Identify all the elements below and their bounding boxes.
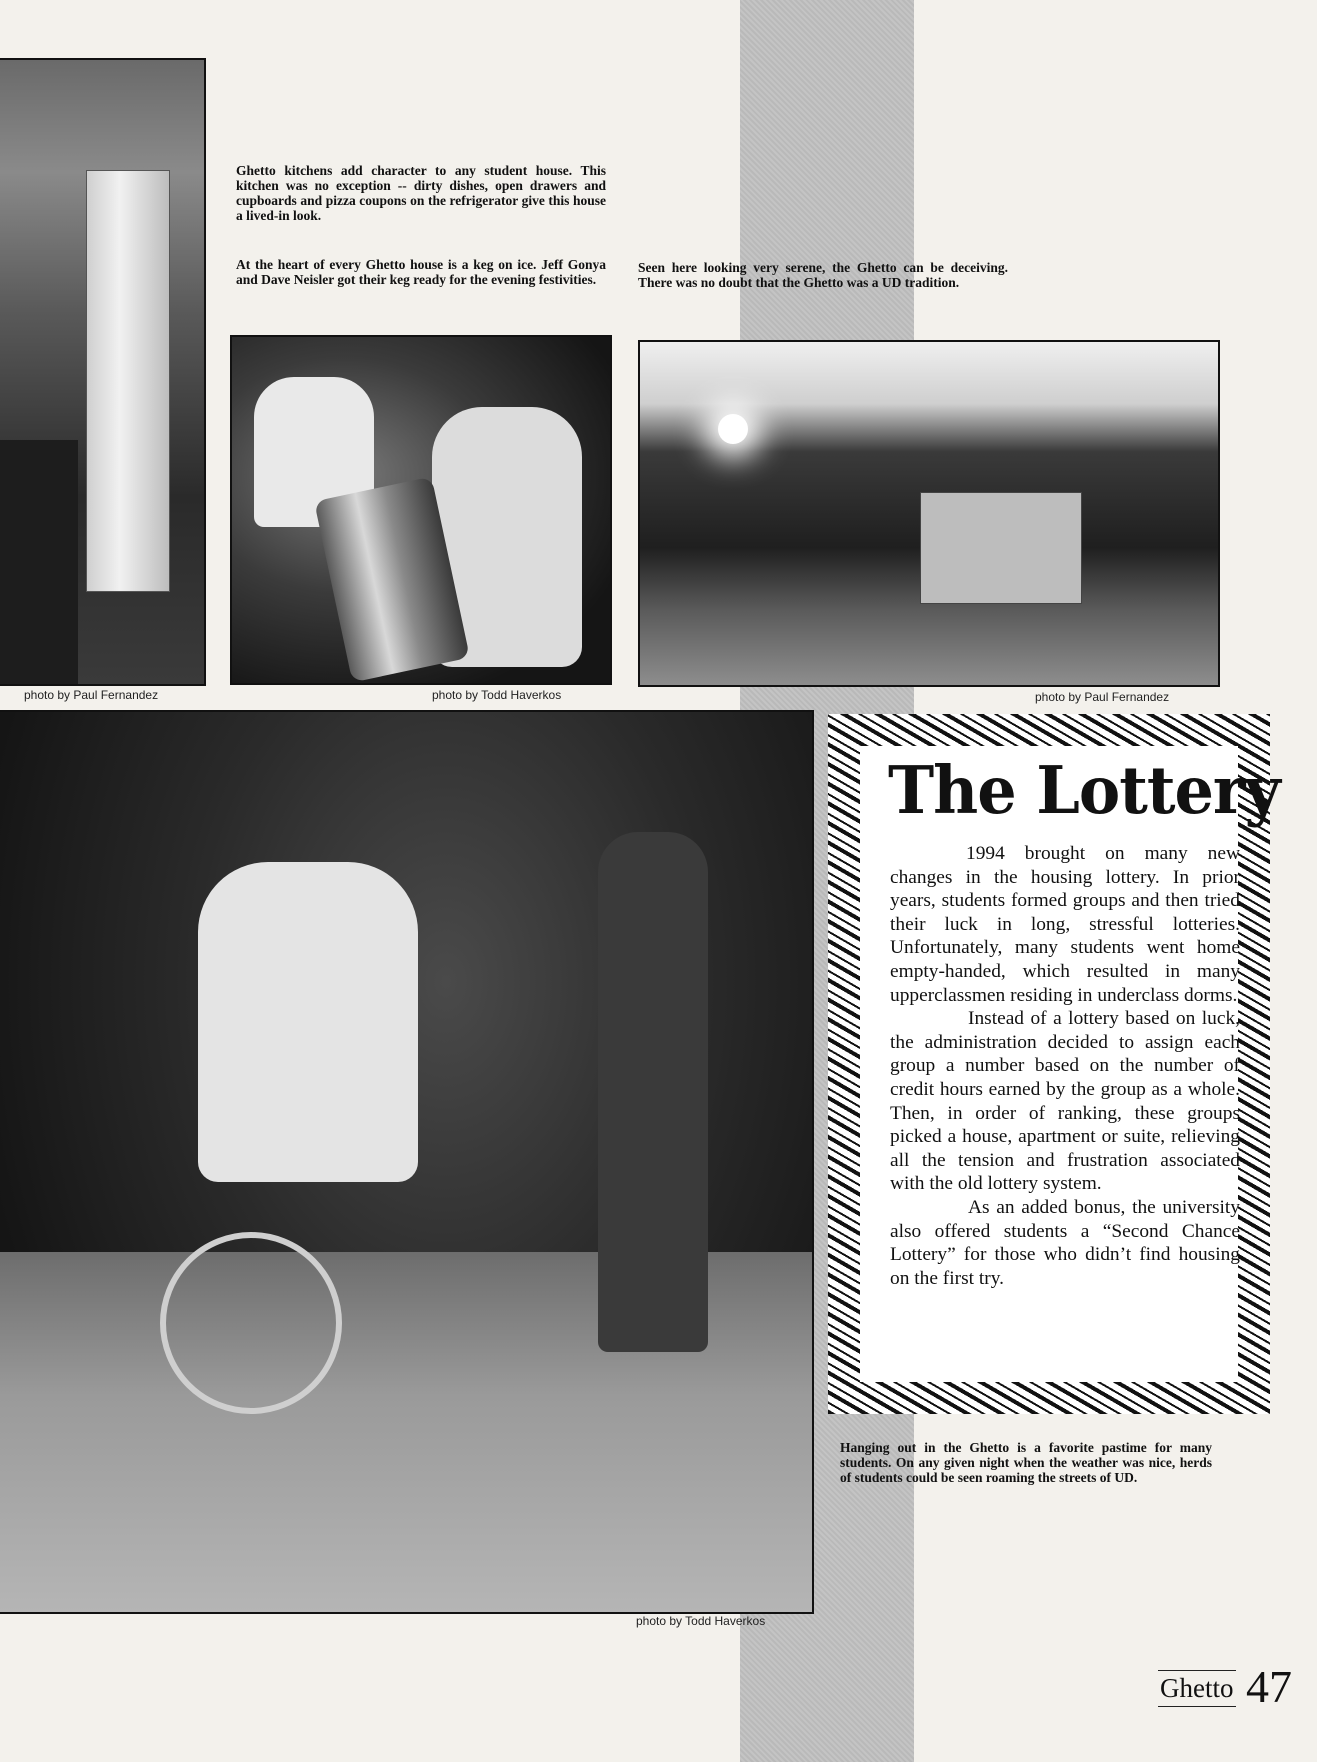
- kitchen-photo: [0, 58, 206, 686]
- lottery-paragraph-1: 1994 brought on many new changes in the housing lottery. In prior years, students formed groups and then tried their luck in long, stressful lotteries. Unfortunately, many students went home empty-handed, which resulted in many upperclassmen residing in underclass dorms.: [890, 843, 1240, 1006]
- bicycle-wheel: [160, 1232, 342, 1414]
- sun-glare: [718, 414, 748, 444]
- street-photo: [638, 340, 1220, 687]
- street-caption: Seen here looking very serene, the Ghetto can be deceiving. There was no doubt that the Ghetto was a UD tradition.: [638, 260, 1008, 290]
- lottery-paragraph-2: Instead of a lottery based on luck, the administration decided to assign each group a number based on the number of credit hours earned by the group as a whole. Then, in order of ranking, these groups picked a house, apartment or suite, relieving all the tension and frustration associated with the old lottery system.: [890, 1008, 1240, 1195]
- man-on-bike: [198, 862, 418, 1182]
- lottery-body: [890, 842, 1240, 1290]
- crowd-photo-credit: photo by Todd Haverkos: [636, 1614, 766, 1628]
- lottery-paragraph-3: As an added bonus, the university also offered students a “Second Chance Lottery” for those who didn’t find housing on the first try.: [890, 1196, 1240, 1289]
- street-photo-credit: photo by Paul Fernandez: [1035, 690, 1170, 704]
- keg-photo-credit: photo by Todd Haverkos: [432, 688, 562, 702]
- keg-caption: At the heart of every Ghetto house is a keg on ice. Jeff Gonya and Dave Neisler got their keg ready for the evening festivities.: [236, 257, 606, 287]
- house: [920, 492, 1082, 604]
- crowd-photo: [0, 710, 814, 1614]
- refrigerator: [86, 170, 170, 592]
- crowd-caption: Hanging out in the Ghetto is a favorite pastime for many students. On any given night when the weather was nice, herds of students could be seen roaming the streets of UD.: [840, 1440, 1212, 1485]
- man-standing: [598, 832, 708, 1352]
- folio-section: Ghetto: [1158, 1670, 1236, 1707]
- lottery-sidebar: [828, 714, 1280, 1414]
- keg-photo: [230, 335, 612, 685]
- kitchen-photo-credit: photo by Paul Fernandez: [24, 688, 159, 702]
- page-number: 47: [1246, 1661, 1292, 1712]
- kitchen-caption: Ghetto kitchens add character to any student house. This kitchen was no exception -- dirty dishes, open drawers and cupboards and pizza coupons on the refrigerator give this house a lived-in look.: [236, 163, 606, 223]
- kitchen-cabinet: [0, 440, 78, 686]
- lottery-title: The Lottery: [888, 752, 1280, 829]
